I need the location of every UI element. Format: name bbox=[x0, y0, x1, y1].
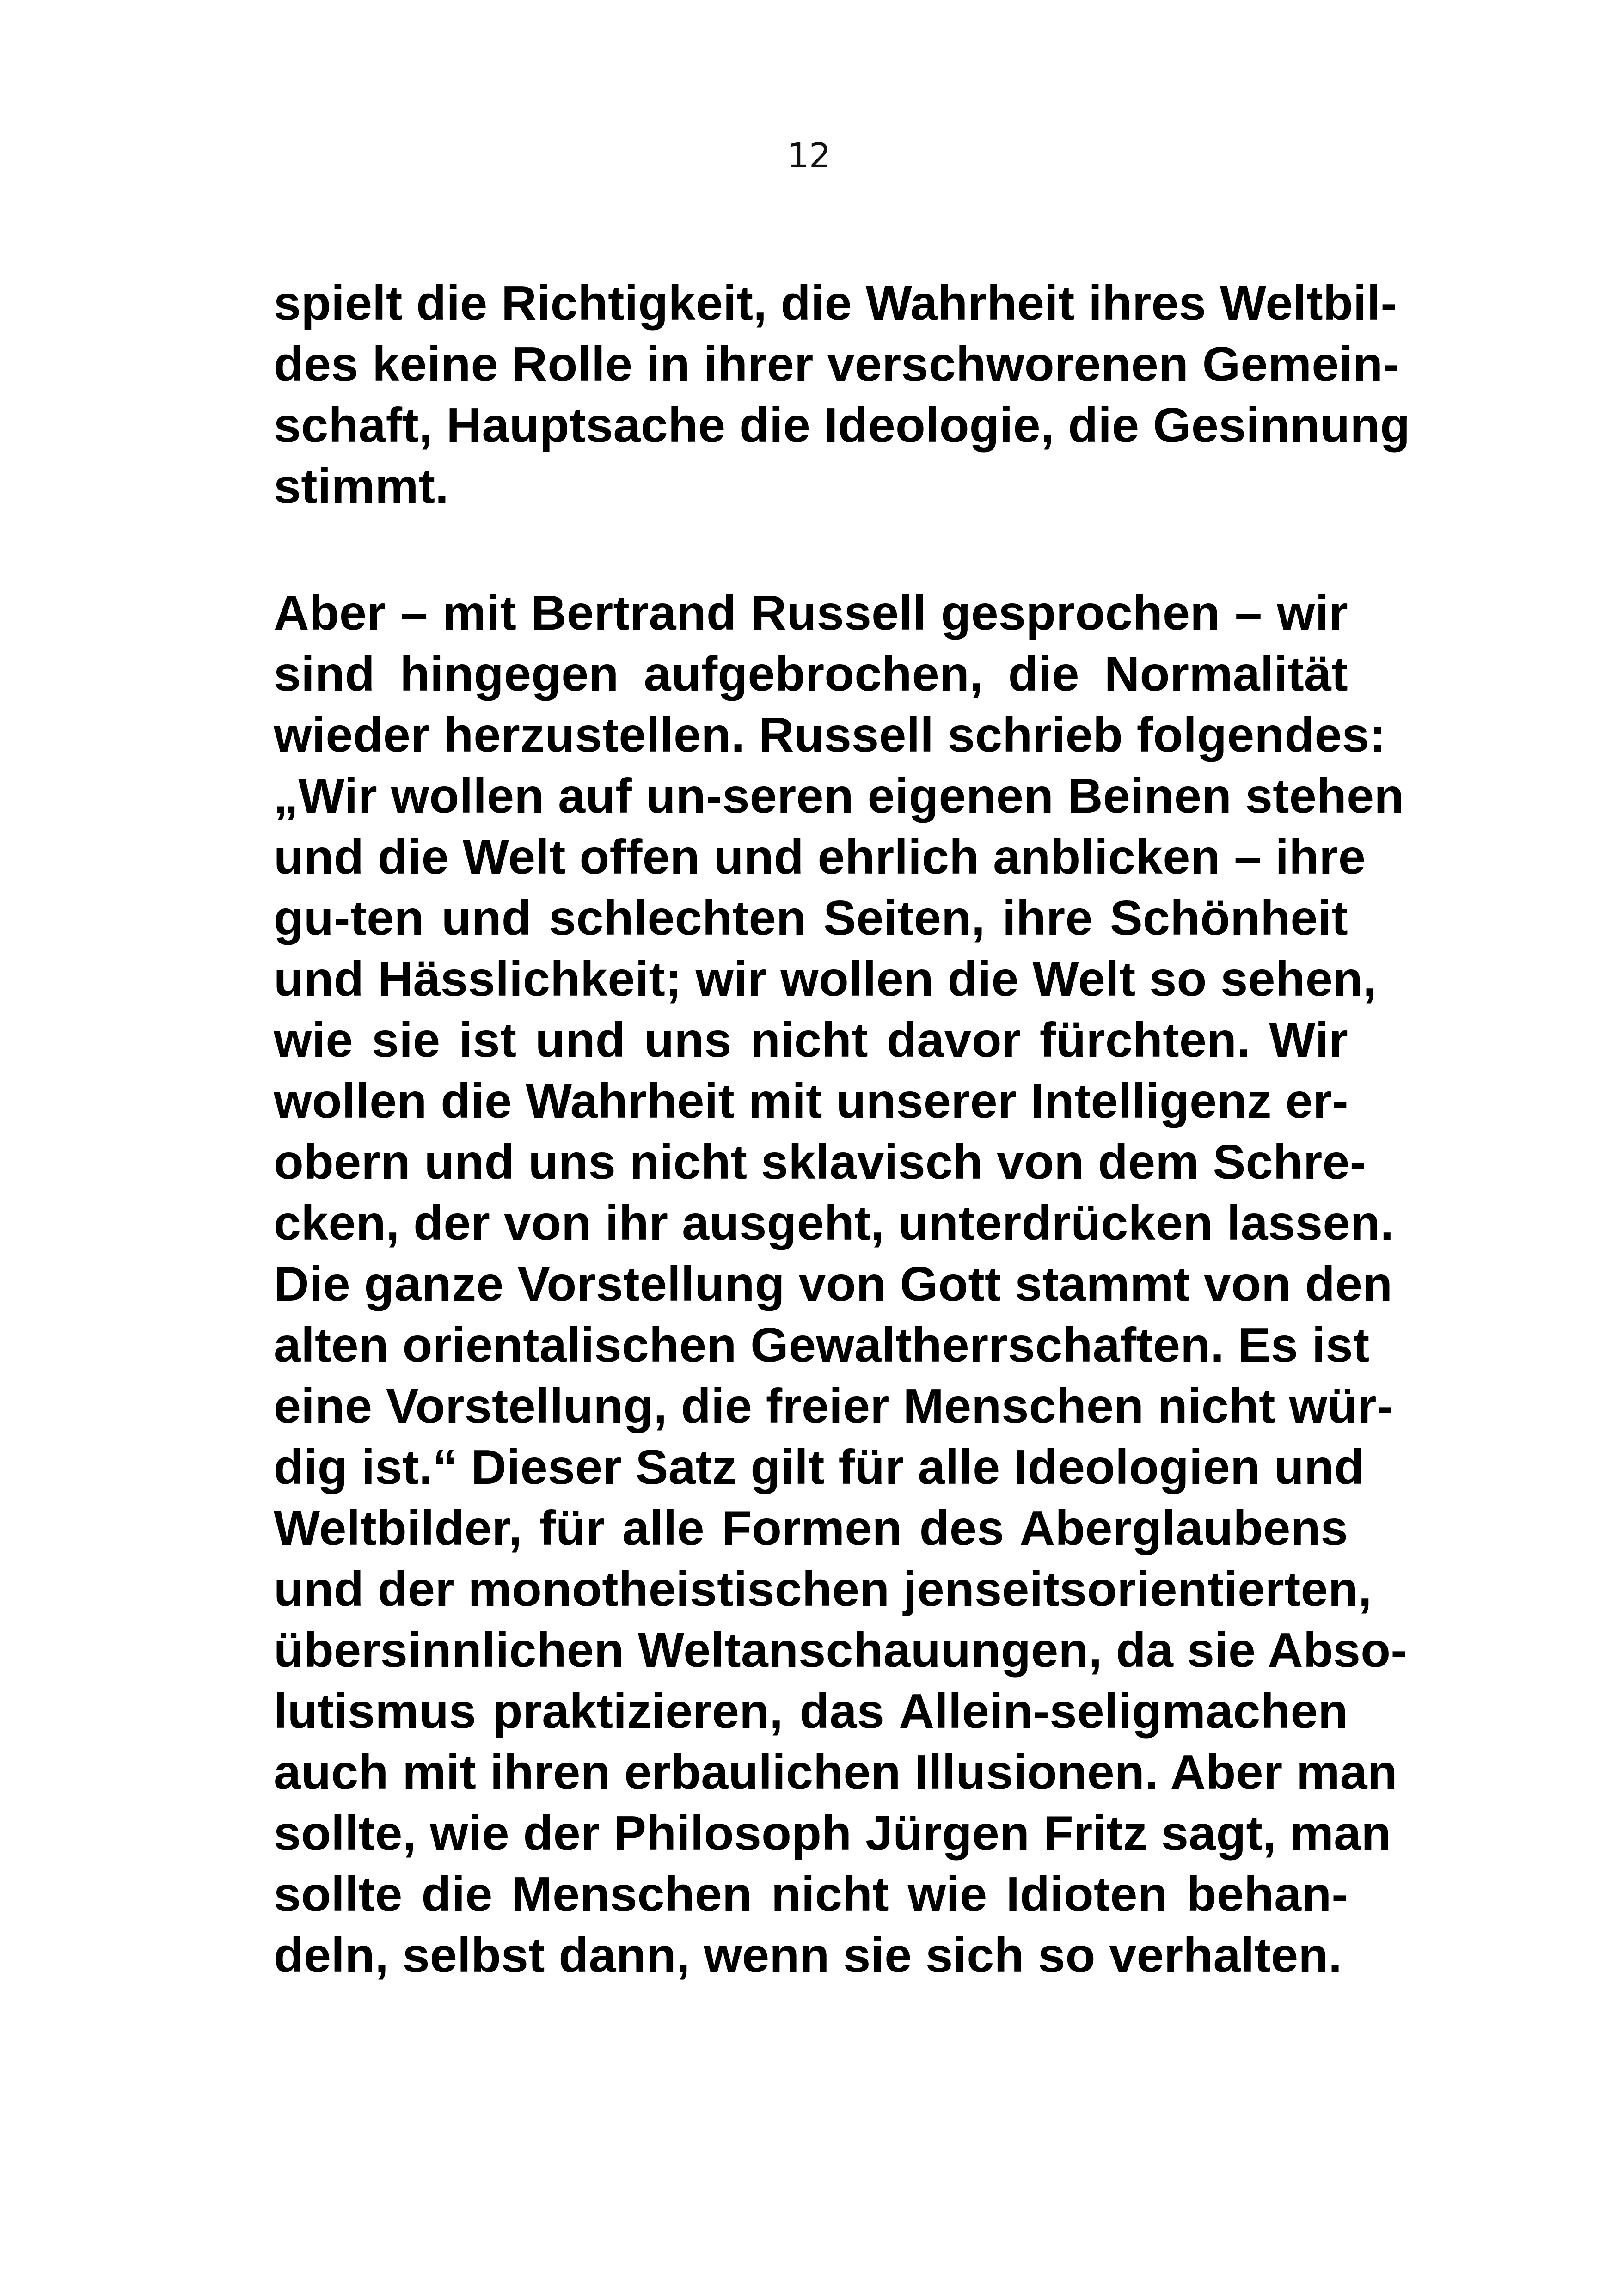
text-line: cken, der von ihr ausgeht, unterdrücken lassen. bbox=[274, 1196, 1394, 1250]
text-line: gu-ten und schlechten Seiten, ihre Schönheit bbox=[274, 891, 1348, 945]
text-line: wieder herzustellen. Russell schrieb folgendes: bbox=[274, 708, 1386, 762]
text-line: schaft, Hauptsache die Ideologie, die Gesinnung bbox=[274, 398, 1410, 453]
text-line: lutismus praktizieren, das Allein-seligmachen bbox=[274, 1684, 1348, 1739]
text-line: Weltbilder, für alle Formen des Aberglaubens bbox=[274, 1501, 1348, 1555]
text-line: wie sie ist und uns nicht davor fürchten. Wir bbox=[274, 1013, 1348, 1067]
text-line: und die Welt offen und ehrlich anblicken – ihre bbox=[274, 830, 1366, 884]
text-line: obern und uns nicht sklavisch von dem Schre- bbox=[274, 1135, 1367, 1189]
text-line: auch mit ihren erbaulichen Illusionen. Aber man bbox=[274, 1745, 1397, 1800]
text-line: Aber – mit Bertrand Russell gesprochen – wir bbox=[274, 586, 1348, 640]
text-line: sind hingegen aufgebrochen, die Normalität bbox=[274, 647, 1348, 701]
text-line: sollte, wie der Philosoph Jürgen Fritz sagt, man bbox=[274, 1806, 1391, 1861]
text-line: alten orientalischen Gewaltherrschaften. Es ist bbox=[274, 1318, 1370, 1372]
paragraph-1 bbox=[274, 273, 1410, 517]
text-line: sollte die Menschen nicht wie Idioten behan- bbox=[274, 1867, 1348, 1922]
text-line: übersinnlichen Weltanschauungen, da sie Abso- bbox=[274, 1623, 1407, 1678]
text-line: eine Vorstellung, die freier Menschen nicht wür- bbox=[274, 1379, 1393, 1433]
text-line: und der monotheistischen jenseitsorientierten, bbox=[274, 1562, 1372, 1616]
page-number: 12 bbox=[787, 136, 831, 176]
text-line: des keine Rolle in ihrer verschworenen Gemein- bbox=[274, 337, 1399, 392]
text-line: stimmt. bbox=[274, 459, 449, 514]
body-text bbox=[274, 273, 1410, 1986]
text-line: spielt die Richtigkeit, die Wahrheit ihres Weltbil- bbox=[274, 276, 1397, 331]
paragraph-2 bbox=[274, 582, 1407, 1986]
text-line: und Hässlichkeit; wir wollen die Welt so sehen, bbox=[274, 952, 1377, 1006]
text-line: wollen die Wahrheit mit unserer Intelligenz er- bbox=[274, 1074, 1348, 1128]
text-line: dig ist.“ Dieser Satz gilt für alle Ideologien und bbox=[274, 1440, 1365, 1494]
text-line: deln, selbst dann, wenn sie sich so verhalten. bbox=[274, 1928, 1342, 1983]
text-line: Die ganze Vorstellung von Gott stammt von den bbox=[274, 1257, 1393, 1311]
text-line: „Wir wollen auf un-seren eigenen Beinen stehen bbox=[274, 769, 1404, 823]
